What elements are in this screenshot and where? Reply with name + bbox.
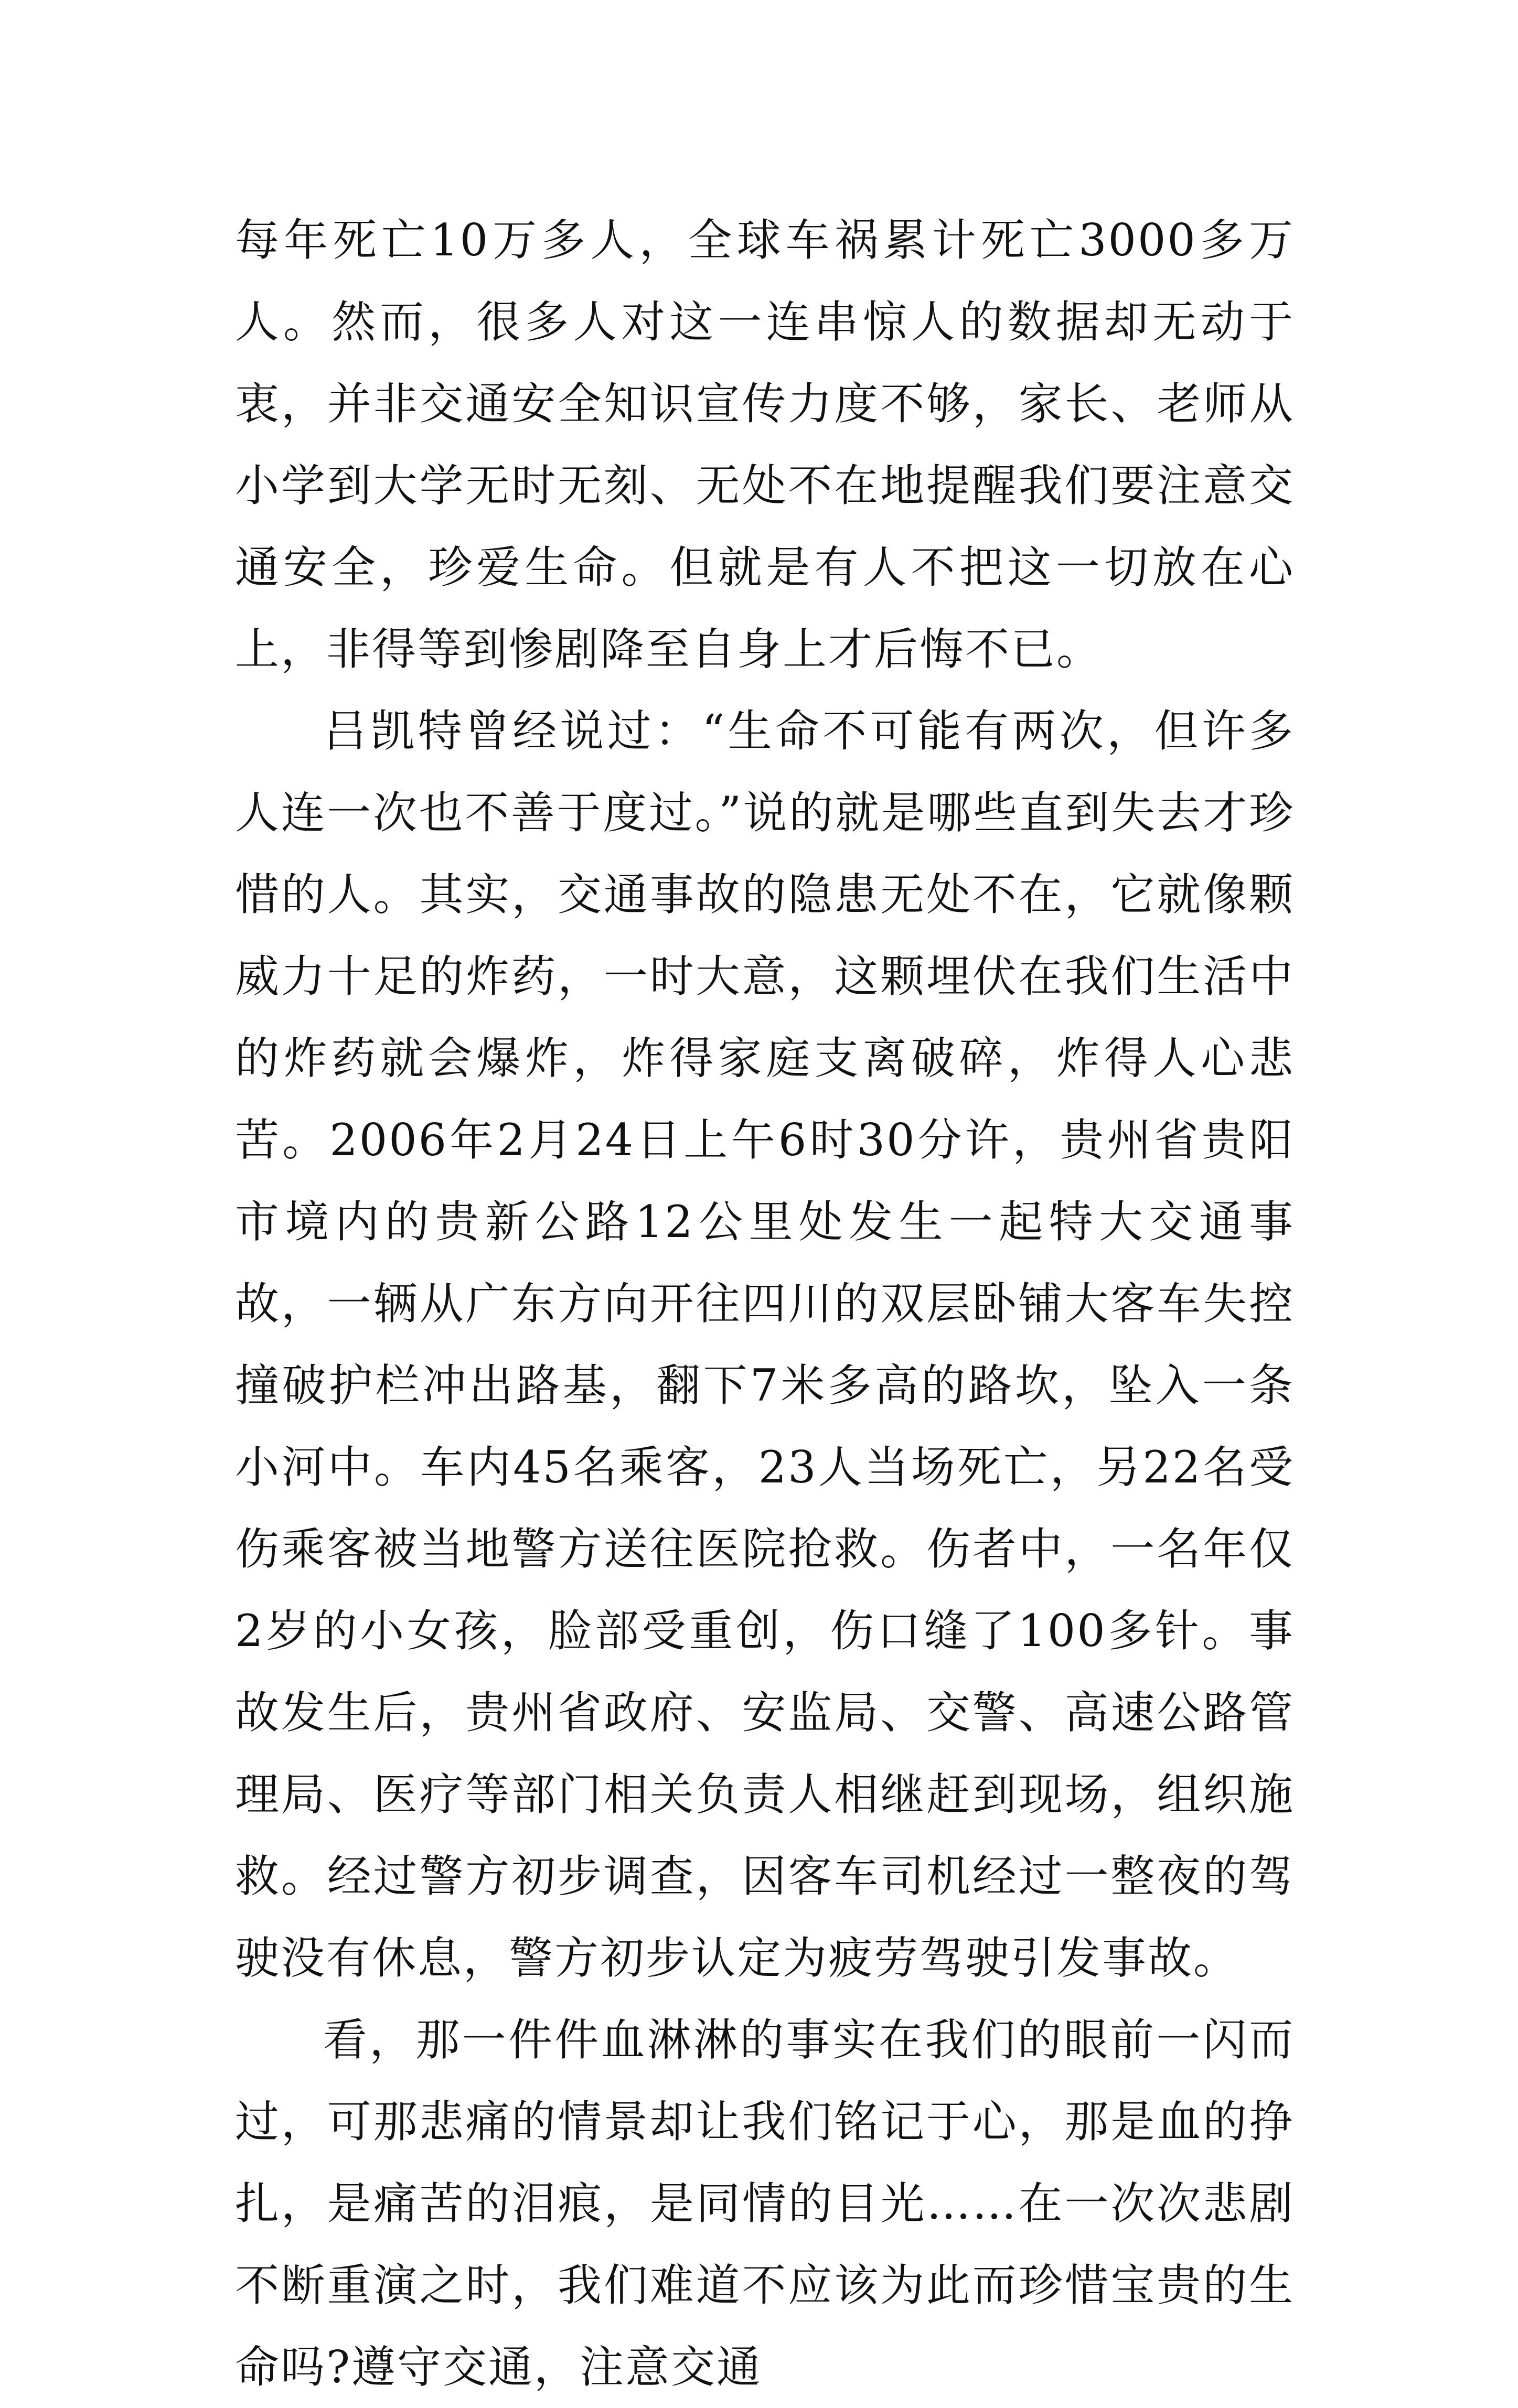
paragraph-1: 每年死亡10万多人，全球车祸累计死亡3000多万人。然而，很多人对这一连串惊人的数据却无动于衷，并非交通安全知识宣传力度不够，家长、老师从小学到大学无时无刻、无处不在地提醒我们要注意交通安全，珍爱生命。但就是有人不把这一切放在心上，非得等到惨剧降至自身上才后悔不已。 [235, 214, 1295, 675]
document-body [235, 199, 1295, 2408]
paragraph-3: 看，那一件件血淋淋的事实在我们的眼前一闪而过，可那悲痛的情景却让我们铭记于心，那是血的挣扎，是痛苦的泪痕，是同情的目光……在一次次悲剧不断重演之时，我们难道不应该为此而珍惜宝贵的生命吗?遵守交通，注意交通 [235, 2014, 1295, 2393]
paragraph-2: 吕凯特曾经说过：“生命不可能有两次，但许多人连一次也不善于度过。”说的就是哪些直到失去才珍惜的人。其实，交通事故的隐患无处不在，它就像颗威力十足的炸药，一时大意，这颗埋伏在我们生活中的炸药就会爆炸，炸得家庭支离破碎，炸得人心悲苦。2006年2月24日上午6时30分许，贵州省贵阳市境内的贵新公路12公里处发生一起特大交通事故，一辆从广东方向开往四川的双层卧铺大客车失控撞破护栏冲出路基，翻下7米多高的路坎，坠入一条小河中。车内45名乘客，23人当场死亡，另22名受伤乘客被当地警方送往医院抢救。伤者中，一名年仅2岁的小女孩，脸部受重创，伤口缝了100多针。事故发生后，贵州省政府、安监局、交警、高速公路管理局、医疗等部门相关负责人相继赶到现场，组织施救。经过警方初步调查，因客车司机经过一整夜的驾驶没有休息，警方初步认定为疲劳驾驶引发事故。 [235, 705, 1295, 1984]
